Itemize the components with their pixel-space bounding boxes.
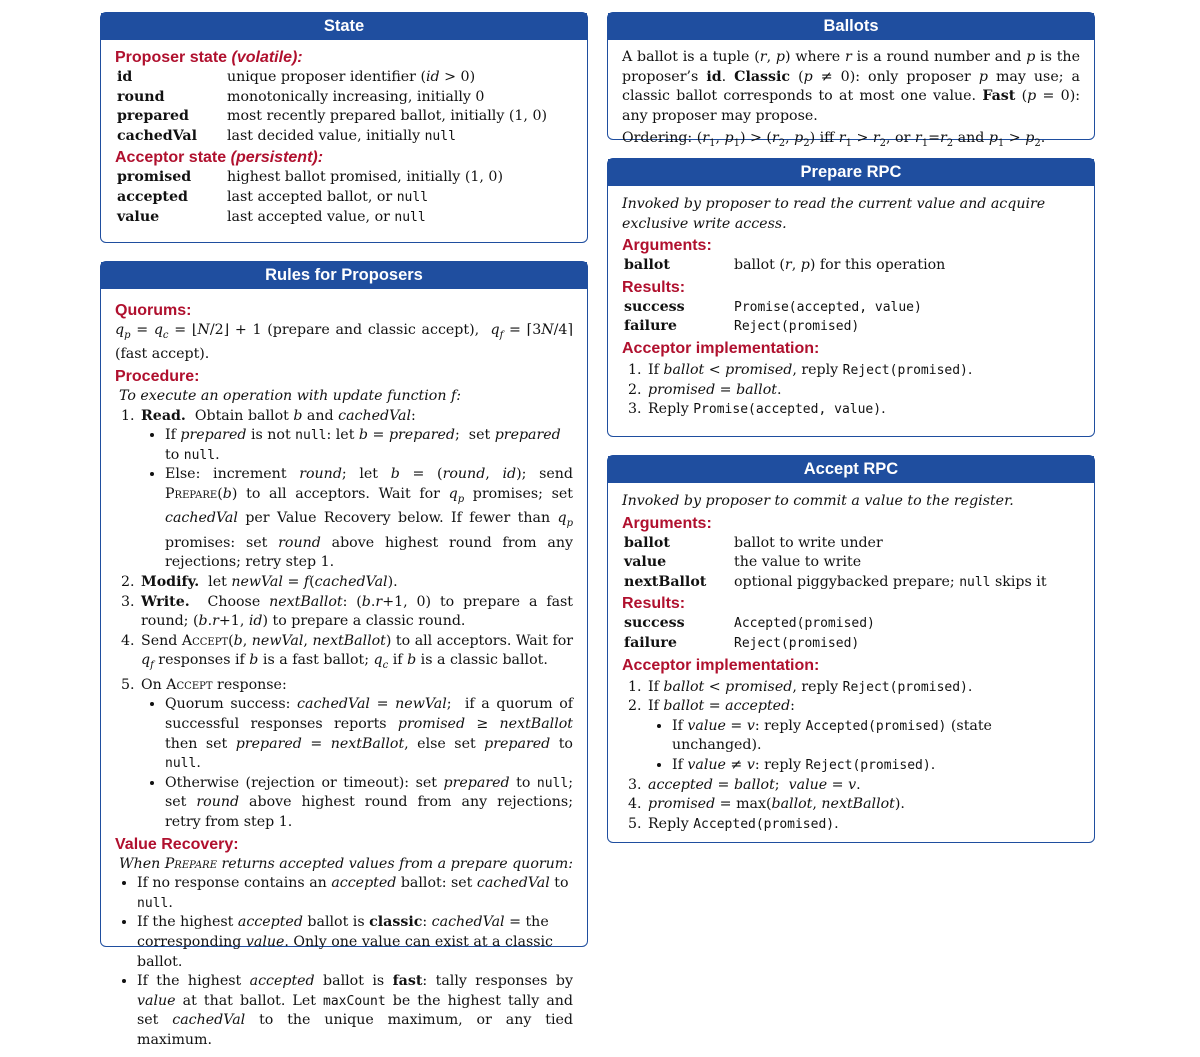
state-title: State xyxy=(101,13,587,40)
list-item: • If prepared is not null: let b = prepared; set prepared to null. xyxy=(165,426,573,465)
step-write: 3. Write. Choose nextBallot: (b.r+1, 0) to prepare a fast round; (b.r+1, id) to prepare a classic round. xyxy=(139,593,573,632)
state-row: cachedVal last decided value, initially null xyxy=(117,127,456,144)
prepare-rpc-panel xyxy=(607,158,1095,437)
step-on-accept: 5. On Accept response: • Quorum success: cachedVal = newVal; if a quorum of successful responses reports promised ≥ nextBallot then set prepared = nextBallot, else set prepared to null. • Otherwise (rejection or timeout): set prepared to null; set round above highest round from any rejections; retry from step 1. xyxy=(139,676,573,833)
list-item: 2. promised = ballot. xyxy=(646,381,1080,401)
procedure-steps xyxy=(115,407,573,833)
result-row: success Promise(accepted, value) xyxy=(624,298,922,315)
result-row: failure Reject(promised) xyxy=(624,318,860,335)
list-item: 1. If ballot < promised, reply Reject(promised). xyxy=(646,678,1080,698)
state-row: promised highest ballot promised, initially (1, 0) xyxy=(117,169,503,186)
list-item: • If no response contains an accepted ballot: set cachedVal to null. xyxy=(137,874,573,913)
prepare-results-heading: Results: xyxy=(622,278,686,296)
procedure-intro: To execute an operation with update function f: xyxy=(119,388,462,405)
state-row: round monotonically increasing, initially 0 xyxy=(117,88,485,105)
list-item: • Else: increment round; let b = (round, id); send Prepare(b) to all acceptors. Wait for $q_p$ promises; set cachedVal per Value Recovery below. If fewer than $q_p$ promises: set round above highest round from any rejections; retry step 1. xyxy=(165,465,573,573)
prepare-args-heading: Arguments: xyxy=(622,237,712,255)
state-panel xyxy=(100,12,588,243)
list-item: 1. If ballot < promised, reply Reject(promised). xyxy=(646,361,1080,381)
accept-results-heading: Results: xyxy=(622,595,686,613)
accept-impl-heading: Acceptor implementation: xyxy=(622,656,820,674)
prepare-intro: Invoked by proposer to read the current value and acquire exclusive write access. xyxy=(622,196,1046,232)
state-row: prepared most recently prepared ballot, initially (1, 0) xyxy=(117,108,548,125)
step-read: 1. Read. Obtain ballot b and cachedVal: • If prepared is not null: let b = prepared; set prepared to null. • Else: increment round; let b = (round, id); send Prepare(b) to all acceptors. Wait for $q_p$ promises; set cachedVal per Value Recovery below. If fewer than $q_p$ promises: set round above highest round from any rejections; retry step 1. xyxy=(139,407,573,573)
proposer-state-heading: Proposer state (volatile): xyxy=(115,49,303,66)
accept-intro: Invoked by proposer to commit a value to the register. xyxy=(622,493,1014,509)
state-row: value last accepted value, or null xyxy=(117,208,426,225)
state-row: accepted last accepted ballot, or null xyxy=(117,188,429,205)
accept-impl-steps xyxy=(622,678,1080,835)
list-item: • Quorum success: cachedVal = newVal; if a quorum of successful responses reports promised ≥ nextBallot then set prepared = nextBallot, else set prepared to null. xyxy=(165,695,573,773)
list-item: • If value ≠ v: reply Reject(promised). xyxy=(672,756,1080,776)
state-row: id unique proposer identifier (id > 0) xyxy=(117,69,476,85)
ballots-text: A ballot is a tuple (r, p) where r is a round number and p is the proposer’s id. Classic (p ≠ 0): only proposer p may use; a classic ballot corresponds to at most one value. Fast (p = 0): any proposer may propose. xyxy=(622,49,1081,124)
list-item: • Otherwise (rejection or timeout): set prepared to null; set round above highest round from any rejections; retry from step 1. xyxy=(165,774,573,833)
list-item: 3. accepted = ballot; value = v. xyxy=(646,776,1080,796)
list-item: • If the highest accepted ballot is fast: tally responses by value at that ballot. Let maxCount be the highest tally and set cachedVal to the unique maximum, or any tied maximum. xyxy=(137,972,573,1050)
accept-args-heading: Arguments: xyxy=(622,514,712,532)
result-row: failure Reject(promised) xyxy=(624,634,860,651)
list-item: 4. promised = max(ballot, nextBallot). xyxy=(646,795,1080,815)
prepare-rpc-title: Prepare RPC xyxy=(608,159,1094,186)
accept-rpc-title: Accept RPC xyxy=(608,456,1094,483)
procedure-heading: Procedure: xyxy=(115,368,200,386)
list-item: 5. Reply Accepted(promised). xyxy=(646,815,1080,835)
acceptor-state-heading: Acceptor state (persistent): xyxy=(115,149,324,167)
arg-row: nextBallot optional piggybacked prepare; null skips it xyxy=(624,573,1047,590)
recovery-list xyxy=(115,874,573,1050)
recovery-intro: When Prepare returns accepted values from a prepare quorum: xyxy=(119,855,574,872)
accept-rpc-panel xyxy=(607,455,1095,843)
quorums-text: $q_p = q_c$ = ⌊N/2⌋ + 1 (prepare and classic accept), $q_f$ = ⌈3N/4⌉ (fast accept). xyxy=(115,322,573,363)
rules-title: Rules for Proposers xyxy=(101,262,587,289)
list-item: 2. If ballot = accepted: • If value = v: reply Accepted(promised) (state unchanged). • If value ≠ v: reply Reject(promised). xyxy=(646,697,1080,775)
list-item: • If value = v: reply Accepted(promised) (state unchanged). xyxy=(672,717,1080,756)
result-row: success Accepted(promised) xyxy=(624,615,875,632)
step-send-accept: 4. Send Accept(b, newVal, nextBallot) to all acceptors. Wait for $q_f$ responses if b is a fast ballot; $q_c$ if b is a classic ballot. xyxy=(139,632,573,676)
ballots-panel xyxy=(607,12,1095,150)
quorums-heading: Quorums: xyxy=(115,302,192,319)
arg-row: ballot ballot (r, p) for this operation xyxy=(624,257,946,274)
list-item: • If the highest accepted ballot is classic: cachedVal = the corresponding value. Only one value can exist at a classic ballot. xyxy=(137,913,573,972)
value-recovery-heading: Value Recovery: xyxy=(115,835,239,853)
ballots-title: Ballots xyxy=(608,13,1094,40)
rules-panel xyxy=(100,261,588,1048)
prepare-impl-steps xyxy=(622,361,1080,420)
list-item: 3. Reply Promise(accepted, value). xyxy=(646,400,1080,420)
arg-row: ballot ballot to write under xyxy=(624,534,883,551)
arg-row: value the value to write xyxy=(624,554,862,571)
prepare-impl-heading: Acceptor implementation: xyxy=(622,339,820,357)
step-modify: 2. Modify. let newVal = f(cachedVal). xyxy=(139,573,573,593)
ballots-ordering: Ordering: ($r_1$, $p_1) > (r_2$, $p_2$) iff $r_1 > r_2$, or $r_1=r_2$ and $p_1 > p_2$. xyxy=(622,130,1046,150)
